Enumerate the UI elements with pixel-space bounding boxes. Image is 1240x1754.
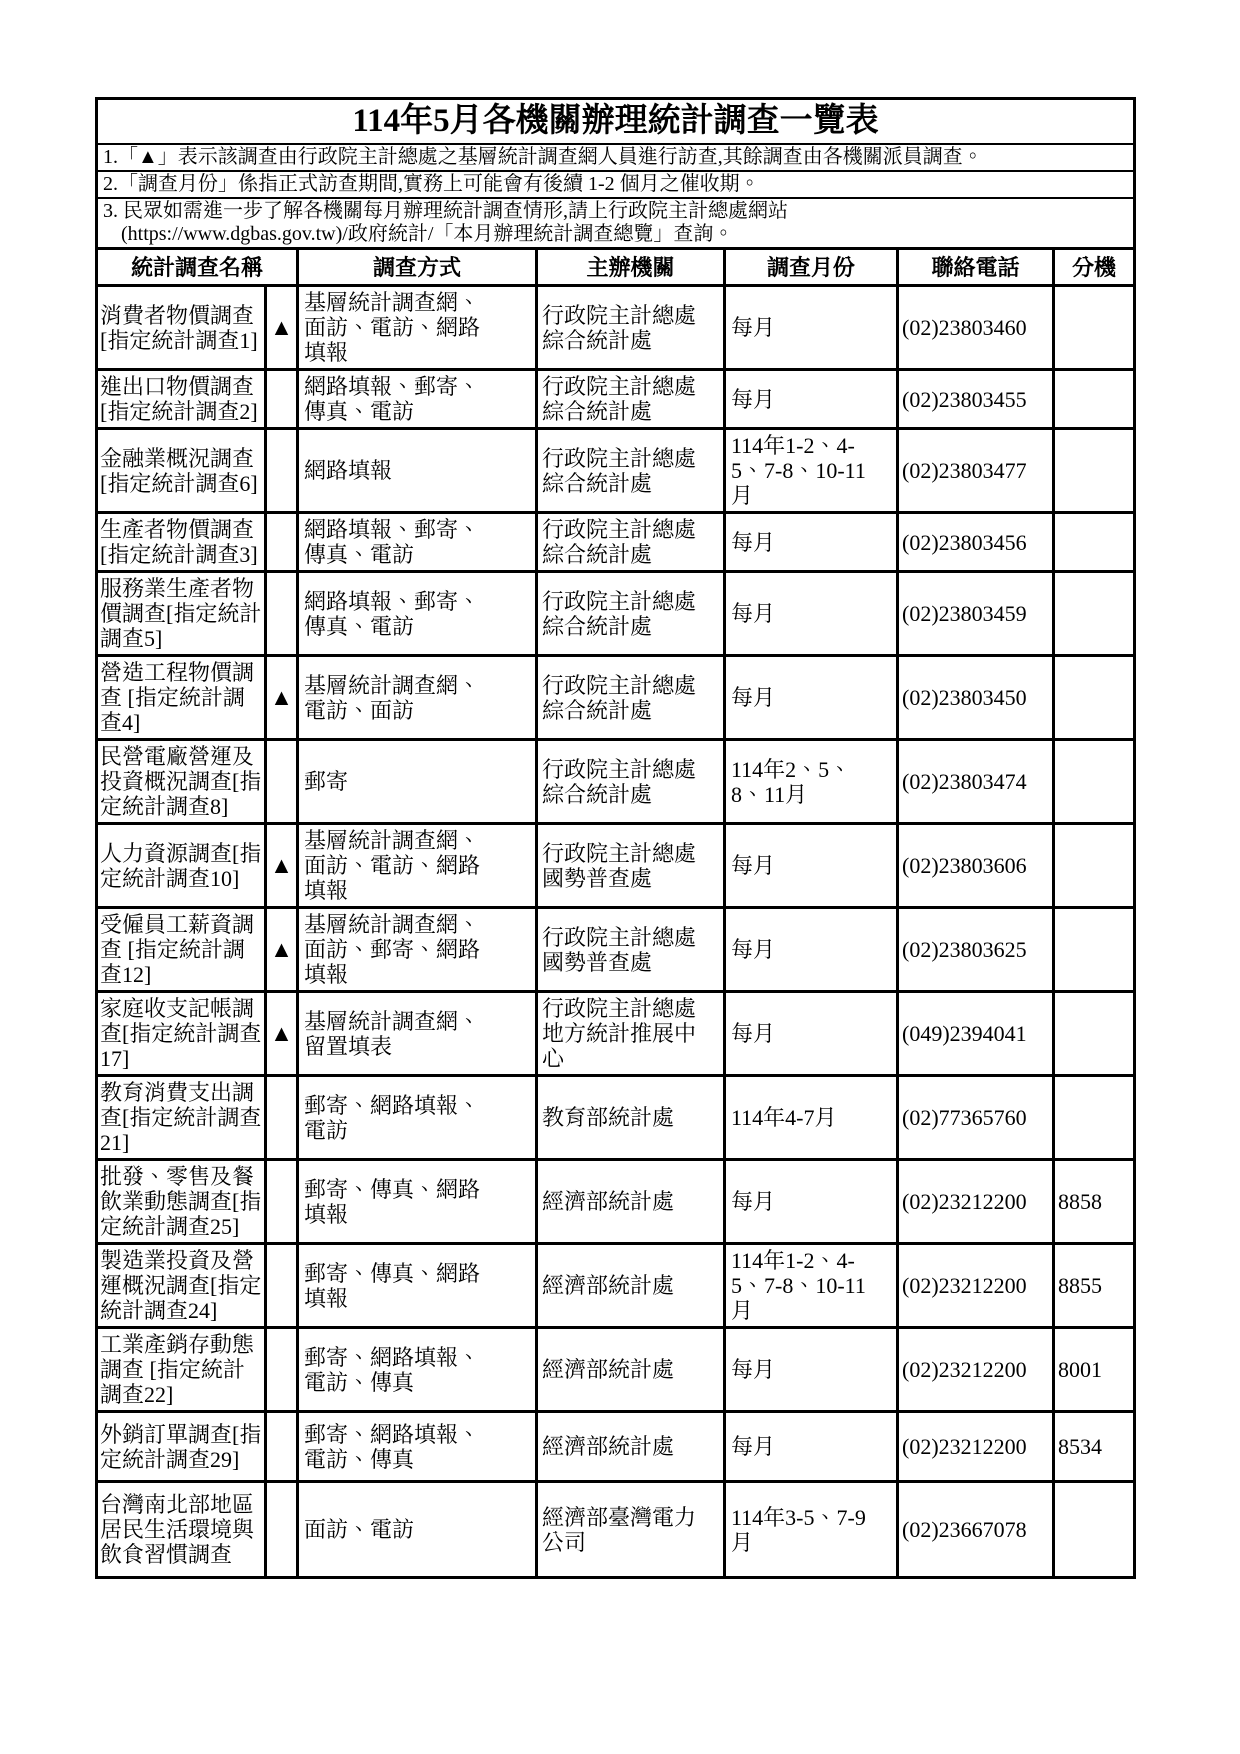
method-cell: 郵寄: [298, 740, 537, 824]
survey-name-cell: 營造工程物價調查 [指定統計調查4]: [97, 656, 266, 740]
table-row: [97, 286, 1135, 370]
agency-cell: 行政院主計總處綜合統計處: [537, 370, 725, 429]
phone-cell: (02)23803450: [898, 656, 1054, 740]
phone-cell: (02)23212200: [898, 1160, 1054, 1244]
survey-name-cell: 台灣南北部地區居民生活環境與飲食習慣調查: [97, 1482, 266, 1578]
agency-cell: 行政院主計總處地方統計推展中心: [537, 992, 725, 1076]
table-row: [97, 656, 1135, 740]
survey-name-cell: 外銷訂單調查[指定統計調查29]: [97, 1412, 266, 1482]
survey-name-cell: 服務業生產者物價調查[指定統計調查5]: [97, 572, 266, 656]
triangle-marker-cell: [266, 1244, 298, 1328]
phone-cell: (02)77365760: [898, 1076, 1054, 1160]
table-row: [97, 1076, 1135, 1160]
month-cell: 114年1-2、4-5、7-8、10-11月: [725, 429, 898, 513]
triangle-marker-cell: [266, 1412, 298, 1482]
triangle-marker-cell: [266, 513, 298, 572]
triangle-marker-cell: [266, 1160, 298, 1244]
note-row-1: [97, 144, 1135, 171]
note-2: 2.「調查月份」係指正式訪查期間,實務上可能會有後續 1-2 個月之催收期。: [97, 171, 1135, 198]
survey-name-cell: 家庭收支記帳調查[指定統計調查17]: [97, 992, 266, 1076]
survey-name-cell: 生產者物價調查[指定統計調查3]: [97, 513, 266, 572]
triangle-marker-cell: ▲: [266, 824, 298, 908]
extension-cell: [1054, 1482, 1135, 1578]
extension-cell: [1054, 740, 1135, 824]
agency-cell: 行政院主計總處國勢普查處: [537, 824, 725, 908]
method-cell: 網路填報、郵寄、傳真、電訪: [298, 572, 537, 656]
table-row: [97, 1160, 1135, 1244]
triangle-marker-cell: ▲: [266, 908, 298, 992]
agency-cell: 行政院主計總處綜合統計處: [537, 572, 725, 656]
method-cell: 郵寄、網路填報、電訪、傳真: [298, 1328, 537, 1412]
triangle-marker-cell: [266, 1482, 298, 1578]
extension-cell: [1054, 370, 1135, 429]
phone-cell: (02)23667078: [898, 1482, 1054, 1578]
table-header-row: [97, 249, 1135, 286]
agency-cell: 行政院主計總處綜合統計處: [537, 429, 725, 513]
agency-cell: 教育部統計處: [537, 1076, 725, 1160]
extension-cell: 8534: [1054, 1412, 1135, 1482]
extension-cell: [1054, 1076, 1135, 1160]
agency-cell: 經濟部統計處: [537, 1244, 725, 1328]
phone-cell: (02)23803459: [898, 572, 1054, 656]
extension-cell: [1054, 656, 1135, 740]
title-row: [97, 99, 1135, 145]
month-cell: 每月: [725, 572, 898, 656]
table-row: [97, 1482, 1135, 1578]
phone-cell: (02)23212200: [898, 1412, 1054, 1482]
agency-cell: 行政院主計總處國勢普查處: [537, 908, 725, 992]
month-cell: 每月: [725, 656, 898, 740]
table-body-section: [97, 286, 1135, 1578]
month-cell: 每月: [725, 370, 898, 429]
extension-cell: [1054, 824, 1135, 908]
method-cell: 面訪、電訪: [298, 1482, 537, 1578]
agency-cell: 行政院主計總處綜合統計處: [537, 286, 725, 370]
header-method: 調查方式: [298, 249, 537, 286]
survey-name-cell: 受僱員工薪資調查 [指定統計調查12]: [97, 908, 266, 992]
agency-cell: 行政院主計總處綜合統計處: [537, 656, 725, 740]
phone-cell: (02)23803455: [898, 370, 1054, 429]
agency-cell: 經濟部統計處: [537, 1328, 725, 1412]
extension-cell: 8855: [1054, 1244, 1135, 1328]
note-1: 1.「▲」表示該調查由行政院主計總處之基層統計調查網人員進行訪查,其餘調查由各機關派員調查。: [97, 144, 1135, 171]
phone-cell: (02)23212200: [898, 1244, 1054, 1328]
extension-cell: 8001: [1054, 1328, 1135, 1412]
phone-cell: (02)23803456: [898, 513, 1054, 572]
method-cell: 基層統計調查網、電訪、面訪: [298, 656, 537, 740]
agency-cell: 經濟部臺灣電力公司: [537, 1482, 725, 1578]
note-row-3: [97, 198, 1135, 249]
month-cell: 114年4-7月: [725, 1076, 898, 1160]
survey-name-cell: 消費者物價調查[指定統計調查1]: [97, 286, 266, 370]
triangle-marker-cell: ▲: [266, 286, 298, 370]
extension-cell: [1054, 429, 1135, 513]
month-cell: 每月: [725, 1160, 898, 1244]
table-row: [97, 572, 1135, 656]
table-row: [97, 740, 1135, 824]
header-agency: 主辦機關: [537, 249, 725, 286]
extension-cell: [1054, 286, 1135, 370]
triangle-marker-cell: [266, 740, 298, 824]
triangle-marker-cell: ▲: [266, 992, 298, 1076]
table-row: [97, 513, 1135, 572]
table-row: [97, 1244, 1135, 1328]
phone-cell: (02)23803477: [898, 429, 1054, 513]
phone-cell: (02)23803606: [898, 824, 1054, 908]
method-cell: 網路填報: [298, 429, 537, 513]
survey-name-cell: 進出口物價調查[指定統計調查2]: [97, 370, 266, 429]
month-cell: 114年3-5、7-9月: [725, 1482, 898, 1578]
agency-cell: 行政院主計總處綜合統計處: [537, 740, 725, 824]
survey-name-cell: 人力資源調查[指定統計調查10]: [97, 824, 266, 908]
triangle-marker-cell: [266, 429, 298, 513]
month-cell: 114年2、5、8、11月: [725, 740, 898, 824]
survey-list-sheet: [95, 97, 1133, 1579]
month-cell: 114年1-2、4-5、7-8、10-11月: [725, 1244, 898, 1328]
table-row: [97, 1328, 1135, 1412]
extension-cell: [1054, 513, 1135, 572]
method-cell: 郵寄、網路填報、電訪: [298, 1076, 537, 1160]
phone-cell: (02)23803625: [898, 908, 1054, 992]
phone-cell: (02)23212200: [898, 1328, 1054, 1412]
survey-name-cell: 製造業投資及營運概況調查[指定統計調查24]: [97, 1244, 266, 1328]
agency-cell: 經濟部統計處: [537, 1160, 725, 1244]
triangle-marker-cell: [266, 572, 298, 656]
note-row-2: [97, 171, 1135, 198]
survey-name-cell: 民營電廠營運及投資概況調查[指定統計調查8]: [97, 740, 266, 824]
table-row: [97, 429, 1135, 513]
triangle-marker-cell: [266, 1076, 298, 1160]
month-cell: 每月: [725, 513, 898, 572]
header-extension: 分機: [1054, 249, 1135, 286]
extension-cell: [1054, 572, 1135, 656]
note-3: [97, 198, 1135, 249]
method-cell: 基層統計調查網、留置填表: [298, 992, 537, 1076]
survey-name-cell: 金融業概況調查[指定統計調查6]: [97, 429, 266, 513]
method-cell: 基層統計調查網、面訪、電訪、網路填報: [298, 824, 537, 908]
table-row: [97, 908, 1135, 992]
header-phone: 聯絡電話: [898, 249, 1054, 286]
survey-name-cell: 教育消費支出調查[指定統計調查21]: [97, 1076, 266, 1160]
extension-cell: [1054, 992, 1135, 1076]
survey-name-cell: 工業產銷存動態調查 [指定統計調查22]: [97, 1328, 266, 1412]
method-cell: 基層統計調查網、面訪、郵寄、網路填報: [298, 908, 537, 992]
note-3-url-line: (https://www.dgbas.gov.tw)/政府統計/「本月辦理統計調查總覽」查詢。: [121, 223, 734, 245]
page-title: 114年5月各機關辦理統計調查一覽表: [97, 99, 1135, 145]
triangle-marker-cell: [266, 1328, 298, 1412]
table-row: [97, 992, 1135, 1076]
agency-cell: 經濟部統計處: [537, 1412, 725, 1482]
triangle-marker-cell: ▲: [266, 656, 298, 740]
table-head-section: [97, 99, 1135, 286]
table-row: [97, 370, 1135, 429]
phone-cell: (02)23803474: [898, 740, 1054, 824]
phone-cell: (049)2394041: [898, 992, 1054, 1076]
method-cell: 網路填報、郵寄、傳真、電訪: [298, 370, 537, 429]
month-cell: 每月: [725, 1328, 898, 1412]
extension-cell: 8858: [1054, 1160, 1135, 1244]
survey-name-cell: 批發、零售及餐飲業動態調查[指定統計調查25]: [97, 1160, 266, 1244]
table-row: [97, 1412, 1135, 1482]
method-cell: 郵寄、傳真、網路填報: [298, 1244, 537, 1328]
extension-cell: [1054, 908, 1135, 992]
agency-cell: 行政院主計總處綜合統計處: [537, 513, 725, 572]
triangle-marker-cell: [266, 370, 298, 429]
header-survey-name: 統計調查名稱: [97, 249, 298, 286]
method-cell: 郵寄、傳真、網路填報: [298, 1160, 537, 1244]
note-3-line1: 3. 民眾如需進一步了解各機關每月辦理統計調查情形,請上行政院主計總處網站: [103, 200, 788, 222]
table-row: [97, 824, 1135, 908]
month-cell: 每月: [725, 286, 898, 370]
month-cell: 每月: [725, 908, 898, 992]
phone-cell: (02)23803460: [898, 286, 1054, 370]
month-cell: 每月: [725, 992, 898, 1076]
method-cell: 網路填報、郵寄、傳真、電訪: [298, 513, 537, 572]
method-cell: 基層統計調查網、面訪、電訪、網路填報: [298, 286, 537, 370]
month-cell: 每月: [725, 824, 898, 908]
method-cell: 郵寄、網路填報、電訪、傳真: [298, 1412, 537, 1482]
survey-table: [95, 97, 1136, 1579]
header-month: 調查月份: [725, 249, 898, 286]
month-cell: 每月: [725, 1412, 898, 1482]
